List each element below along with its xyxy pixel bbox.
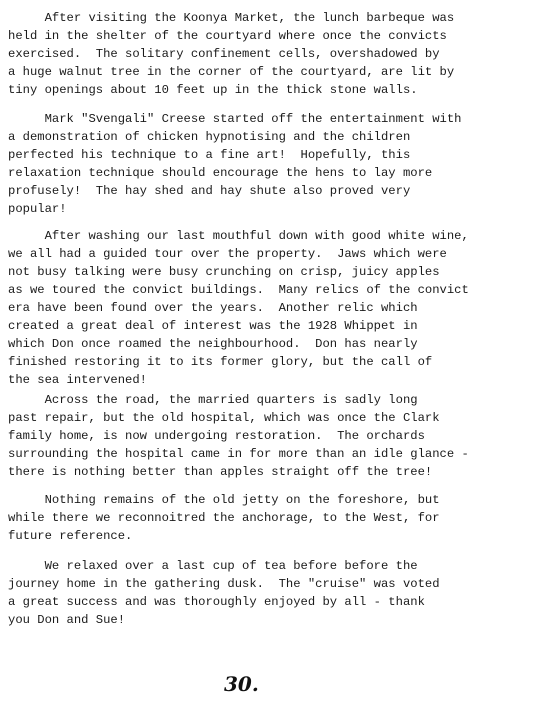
text-line: Mark "Svengali" Creese started off the entertainment with (8, 112, 462, 126)
text-line: while there we reconnoitred the anchorage, to the West, for (8, 511, 440, 525)
text-line: Across the road, the married quarters is sadly long (8, 393, 418, 407)
text-line: a great success and was thoroughly enjoyed by all - thank (8, 595, 425, 609)
page-number: 30. (224, 672, 259, 696)
text-line: there is nothing better than apples straight off the tree! (8, 465, 433, 479)
paragraph-entertainment (8, 110, 461, 218)
text-line: future reference. (8, 529, 133, 543)
text-line: you Don and Sue! (8, 613, 126, 627)
text-line: We relaxed over a last cup of tea before before the (8, 559, 418, 573)
paragraph-hospital (8, 391, 469, 481)
text-line: tiny openings about 10 feet up in the thick stone walls. (8, 83, 418, 97)
text-line: Nothing remains of the old jetty on the foreshore, but (8, 493, 440, 507)
text-line: perfected his technique to a fine art! Hopefully, this (8, 148, 411, 162)
text-line: we all had a guided tour over the property. Jaws which were (8, 247, 447, 261)
paragraph-lunch-barbeque (8, 9, 454, 99)
text-line: held in the shelter of the courtyard where once the convicts (8, 29, 447, 43)
text-line: the sea intervened! (8, 373, 147, 387)
text-line: surrounding the hospital came in for more than an idle glance - (8, 447, 469, 461)
paragraph-tea (8, 557, 440, 629)
text-line: popular! (8, 202, 67, 216)
text-line: not busy talking were busy crunching on crisp, juicy apples (8, 265, 440, 279)
text-line: journey home in the gathering dusk. The "cruise" was voted (8, 577, 440, 591)
text-line: created a great deal of interest was the 1928 Whippet in (8, 319, 418, 333)
paragraph-guided-tour (8, 227, 469, 389)
text-line: After washing our last mouthful down with good white wine, (8, 229, 469, 243)
paragraph-jetty (8, 491, 440, 545)
text-line: finished restoring it to its former glory, but the call of (8, 355, 433, 369)
text-line: era have been found over the years. Another relic which (8, 301, 418, 315)
text-line: family home, is now undergoing restoration. The orchards (8, 429, 425, 443)
text-line: After visiting the Koonya Market, the lunch barbeque was (8, 11, 455, 25)
text-line: past repair, but the old hospital, which was once the Clark (8, 411, 440, 425)
text-line: a demonstration of chicken hypnotising and the children (8, 130, 411, 144)
text-line: exercised. The solitary confinement cells, overshadowed by (8, 47, 440, 61)
text-line: profusely! The hay shed and hay shute also proved very (8, 184, 411, 198)
text-line: which Don once roamed the neighbourhood. Don has nearly (8, 337, 418, 351)
text-line: a huge walnut tree in the corner of the courtyard, are lit by (8, 65, 455, 79)
text-line: relaxation technique should encourage the hens to lay more (8, 166, 433, 180)
text-line: as we toured the convict buildings. Many relics of the convict (8, 283, 469, 297)
